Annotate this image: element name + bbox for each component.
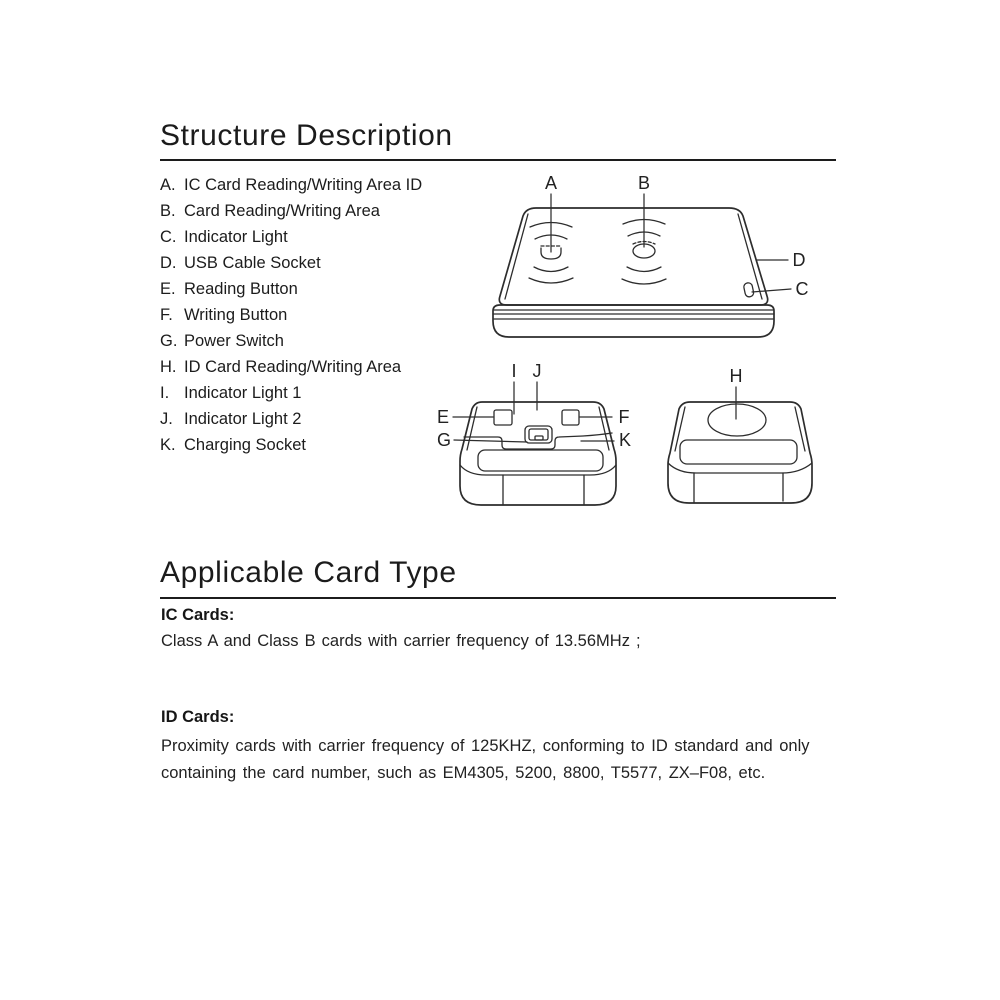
list-item [160,380,422,406]
reader-device-outline [493,208,774,337]
callout-a [545,173,557,252]
list-item [160,172,422,198]
callout-h-label: H [729,366,743,386]
structure-title-underline [160,159,836,161]
item-label: ID Card Reading/Writing Area [184,358,402,376]
list-item [160,302,422,328]
list-item [160,224,422,250]
callout-b-label: B [637,173,651,193]
item-key: H. [160,358,177,376]
parts-list [160,172,422,458]
callout-c-label: C [795,279,809,299]
item-key: G. [160,332,178,350]
item-key: K. [160,436,176,454]
item-key: E. [160,280,176,298]
item-label: USB Cable Socket [184,254,321,272]
item-label: Reading Button [184,280,298,298]
item-label: Card Reading/Writing Area [184,202,380,220]
callout-i-label: I [511,361,517,381]
writer-front-diagram [423,353,635,515]
item-key: J. [160,410,173,428]
callout-e-label: E [436,407,450,427]
card-slot-area [478,450,603,471]
id-cards-description-line1: Proximity cards with carrier frequency of 125KHZ, conforming to ID standard and only [161,737,810,755]
list-item [160,328,422,354]
list-item [160,432,422,458]
callout-h [730,366,743,419]
card-slot-area [680,440,797,464]
cardtype-section-title: Applicable Card Type [160,556,457,589]
reading-button-mark [494,410,512,425]
reader-top-diagram [480,163,825,348]
callout-f-label: F [618,407,630,427]
callout-b [638,173,650,247]
writer-top-outline [668,402,812,503]
item-label: Power Switch [184,332,284,350]
id-cards-description-line2: containing the card number, such as EM4305, 5200, 8800, T5577, ZX–F08, etc. [161,764,766,782]
writing-button-mark [562,410,579,425]
list-item [160,250,422,276]
callout-c [752,279,809,299]
cardtype-title-underline [160,597,836,599]
callout-i [511,361,516,414]
writer-top-diagram [653,353,828,513]
callout-j-label: J [532,361,542,381]
callout-k-label: K [618,430,632,450]
ic-cards-description: Class A and Class B cards with carrier frequency of 13.56MHz ; [161,632,641,650]
item-label: Charging Socket [184,436,306,454]
item-key: D. [160,254,177,272]
item-label: Writing Button [184,306,288,324]
id-cards-heading: ID Cards: [161,708,235,726]
indicator-light-mark [743,282,754,297]
item-label: Indicator Light [184,228,288,246]
item-key: I. [160,384,170,402]
structure-section-title: Structure Description [160,119,453,152]
item-key: A. [160,176,176,194]
callout-a-label: A [544,173,558,193]
list-item [160,354,422,380]
list-item [160,198,422,224]
callout-d-label: D [792,250,806,270]
callout-g-label: G [436,430,452,450]
ic-cards-heading: IC Cards: [161,606,235,624]
item-label: Indicator Light 2 [184,410,302,428]
list-item [160,406,422,432]
callout-k [581,430,631,450]
id-area-target [708,404,766,436]
list-item [160,276,422,302]
callout-e [437,407,493,427]
item-key: B. [160,202,176,220]
item-label: IC Card Reading/Writing Area ID [184,176,423,194]
item-label: Indicator Light 1 [184,384,302,402]
item-key: C. [160,228,177,246]
callout-g [437,430,527,450]
callout-d [756,250,806,270]
power-switch-mark [525,426,552,443]
item-key: F. [160,306,173,324]
